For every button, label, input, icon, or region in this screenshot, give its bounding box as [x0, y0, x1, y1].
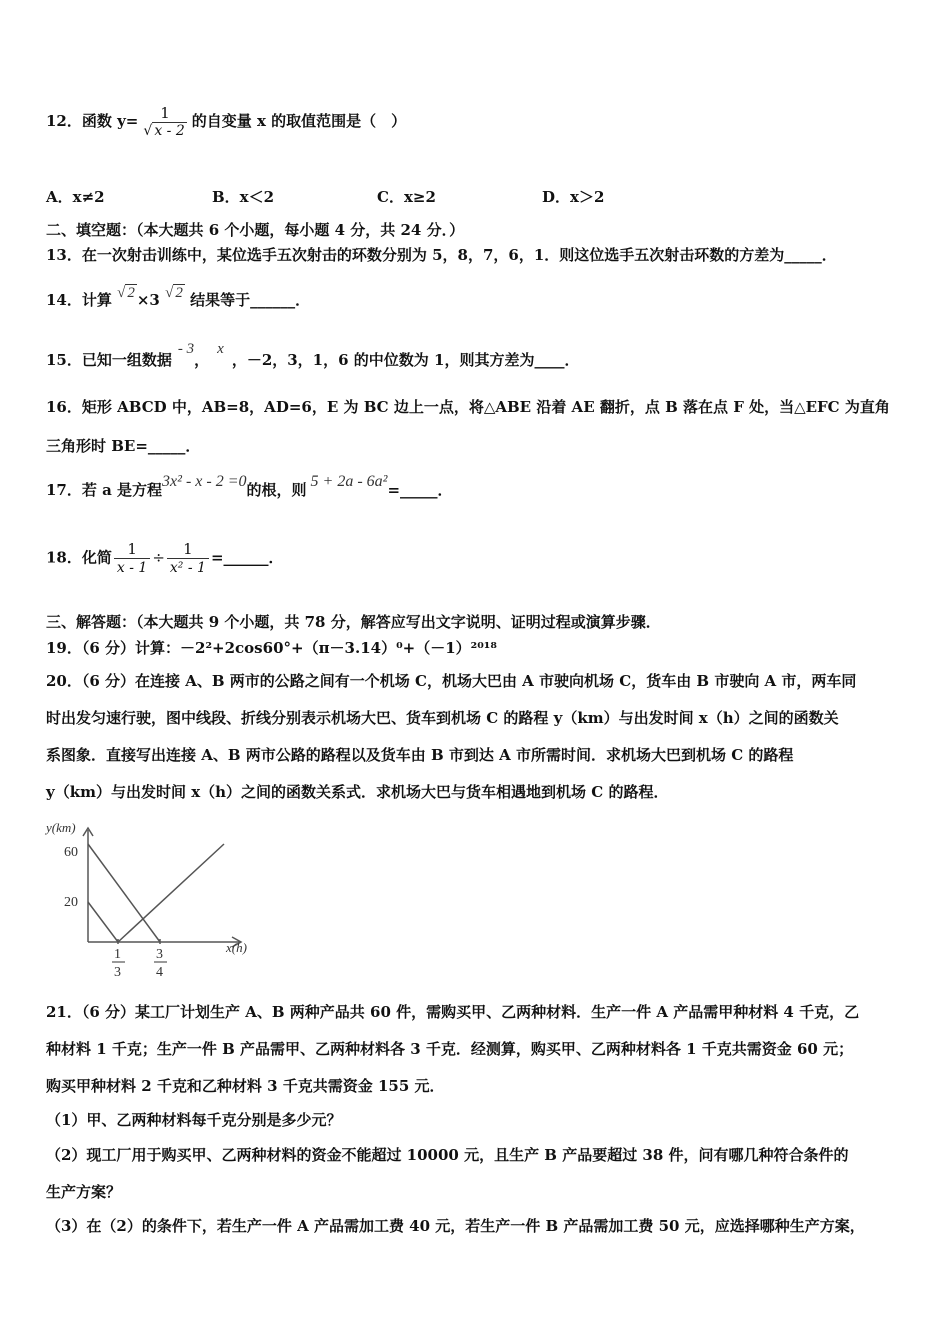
x-tick-2-den: 4 — [156, 965, 163, 980]
q14-suffix: 结果等于______． — [190, 291, 311, 309]
question-13: 13．在一次射击训练中，某位选手五次射击的环数分别为 5，8，7，6，1．则这位选手五次射击环数的方差为_____． — [46, 246, 837, 264]
q12-option-b: B．x＜2 — [212, 188, 275, 206]
q18-suffix: =______． — [210, 548, 284, 567]
q15-sep: ， — [194, 351, 210, 369]
q18-fraction-1: $\frac{1}{x - 1}$ — [114, 540, 150, 577]
q14-sqrt-2: √ 2 — [165, 285, 183, 301]
question-15 — [46, 341, 580, 371]
question-14 — [46, 285, 311, 311]
question-21-line-1: 21．（6 分）某工厂计划生产 A、B 两种产品共 60 件，需购买甲、乙两种材料．生产一件 A 产品需甲种材料 4 千克，乙 — [46, 1003, 860, 1021]
question-12 — [46, 104, 406, 140]
question-16-line-1: 16．矩形 ABCD 中，AB=8，AD=6，E 为 BC 边上一点，将△ABE 沿着 AE 翻折，点 B 落在点 F 处，当△EFC 为直角 — [46, 398, 890, 416]
q12-sqrt: √ x - 2 — [143, 123, 185, 139]
section-3-title: 三、解答题：（本大题共 9 个小题，共 78 分，解答应写出文字说明、证明过程或演算步骤． — [46, 613, 661, 631]
q17-mid: 的根，则 — [246, 481, 307, 499]
x-tick-1-den: 3 — [114, 965, 121, 980]
q14-sqrt-1: √ 2 — [117, 285, 135, 301]
question-21-part-2-line-1: （2）现工厂用于购买甲、乙两种材料的资金不能超过 10000 元，且生产 B 产品要超过 38 件，问有哪几种符合条件的 — [46, 1146, 849, 1164]
question-21-part-1: （1）甲、乙两种材料每千克分别是多少元？ — [46, 1111, 342, 1129]
question-20-line-3: 系图象．直接写出连接 A、B 两市公路的路程以及货车由 B 市到达 A 市所需时间．求机场大巴到机场 C 的路程 — [46, 746, 794, 764]
distance-time-graph — [44, 818, 264, 983]
q17-equation: 3x² - x - 2 =0 — [162, 473, 247, 490]
y-axis-label: y(km) — [46, 820, 76, 835]
q12-prefix: 12．函数 y= — [46, 112, 139, 130]
question-19: 19．（6 分）计算：－2²+2cos60°+（π－3.14）⁰+（－1）²⁰¹⁸ — [46, 639, 497, 657]
q18-prefix: 18．化简 — [46, 548, 112, 567]
y-tick-20: 20 — [64, 895, 78, 910]
question-17 — [46, 473, 453, 501]
q12-frac-num: 1 — [160, 104, 170, 122]
q17-expression: 5 + 2a - 6a² — [310, 473, 388, 490]
q18-fraction-2: $\frac{1}{\text{x² - 1}}$ — [167, 540, 209, 577]
q14-mid: ×3 — [136, 291, 160, 309]
q15-prefix: 15．已知一组数据 — [46, 351, 172, 369]
q18-divide: ÷ — [152, 548, 165, 567]
q17-prefix: 17．若 a 是方程 — [46, 481, 163, 499]
q15-value-2: x — [217, 341, 224, 357]
x-tick-1-num: 1 — [114, 947, 121, 962]
truck-polyline — [88, 844, 224, 942]
q15-value-1: - 3 — [177, 341, 195, 357]
question-20-line-4: y（km）与出发时间 x（h）之间的函数关系式．求机场大巴与货车相遇地到机场 C 的路程． — [46, 783, 669, 801]
q12-option-d: D．x＞2 — [542, 188, 605, 206]
x-axis-label: x(h) — [226, 940, 247, 955]
x-tick-2-num: 3 — [156, 947, 163, 962]
q12-radicand: x - 2 — [154, 123, 185, 139]
question-21-part-3: （3）在（2）的条件下，若生产一件 A 产品需加工费 40 元，若生产一件 B 产品需加工费 50 元，应选择哪种生产方案， — [46, 1217, 865, 1235]
q15-suffix: ，－2，3，1，6 的中位数为 1，则其方差为____． — [231, 351, 580, 369]
question-20-line-1: 20．（6 分）在连接 A、B 两市的公路之间有一个机场 C，机场大巴由 A 市驶向机场 C，货车由 B 市驶向 A 市，两车同 — [46, 672, 857, 690]
question-21-part-2-line-2: 生产方案？ — [46, 1183, 122, 1201]
y-tick-60: 60 — [64, 845, 78, 860]
q12-fraction — [140, 104, 189, 140]
question-21-line-3: 购买甲种材料 2 千克和乙种材料 3 千克共需资金 155 元． — [46, 1077, 445, 1095]
bus-line — [88, 844, 160, 942]
question-18 — [46, 540, 284, 577]
q17-suffix: =_____． — [387, 481, 453, 499]
question-21-line-2: 种材料 1 千克；生产一件 B 产品需甲、乙两种材料各 3 千克．经测算，购买甲、乙两种材料各 1 千克共需资金 60 元； — [46, 1040, 854, 1058]
question-16-line-2: 三角形时 BE=_____． — [46, 437, 201, 455]
q12-suffix: 的自变量 x 的取值范围是（ ） — [191, 112, 407, 130]
question-20-line-2: 时出发匀速行驶，图中线段、折线分别表示机场大巴、货车到机场 C 的路程 y（km）与出发时间 x（h）之间的函数关 — [46, 709, 839, 727]
q12-option-c: C．x≥2 — [377, 188, 436, 206]
q14-prefix: 14．计算 — [46, 291, 112, 309]
q12-option-a: A．x≠2 — [46, 188, 105, 206]
section-2-title: 二、填空题：（本大题共 6 个小题，每小题 4 分，共 24 分．） — [46, 221, 465, 239]
